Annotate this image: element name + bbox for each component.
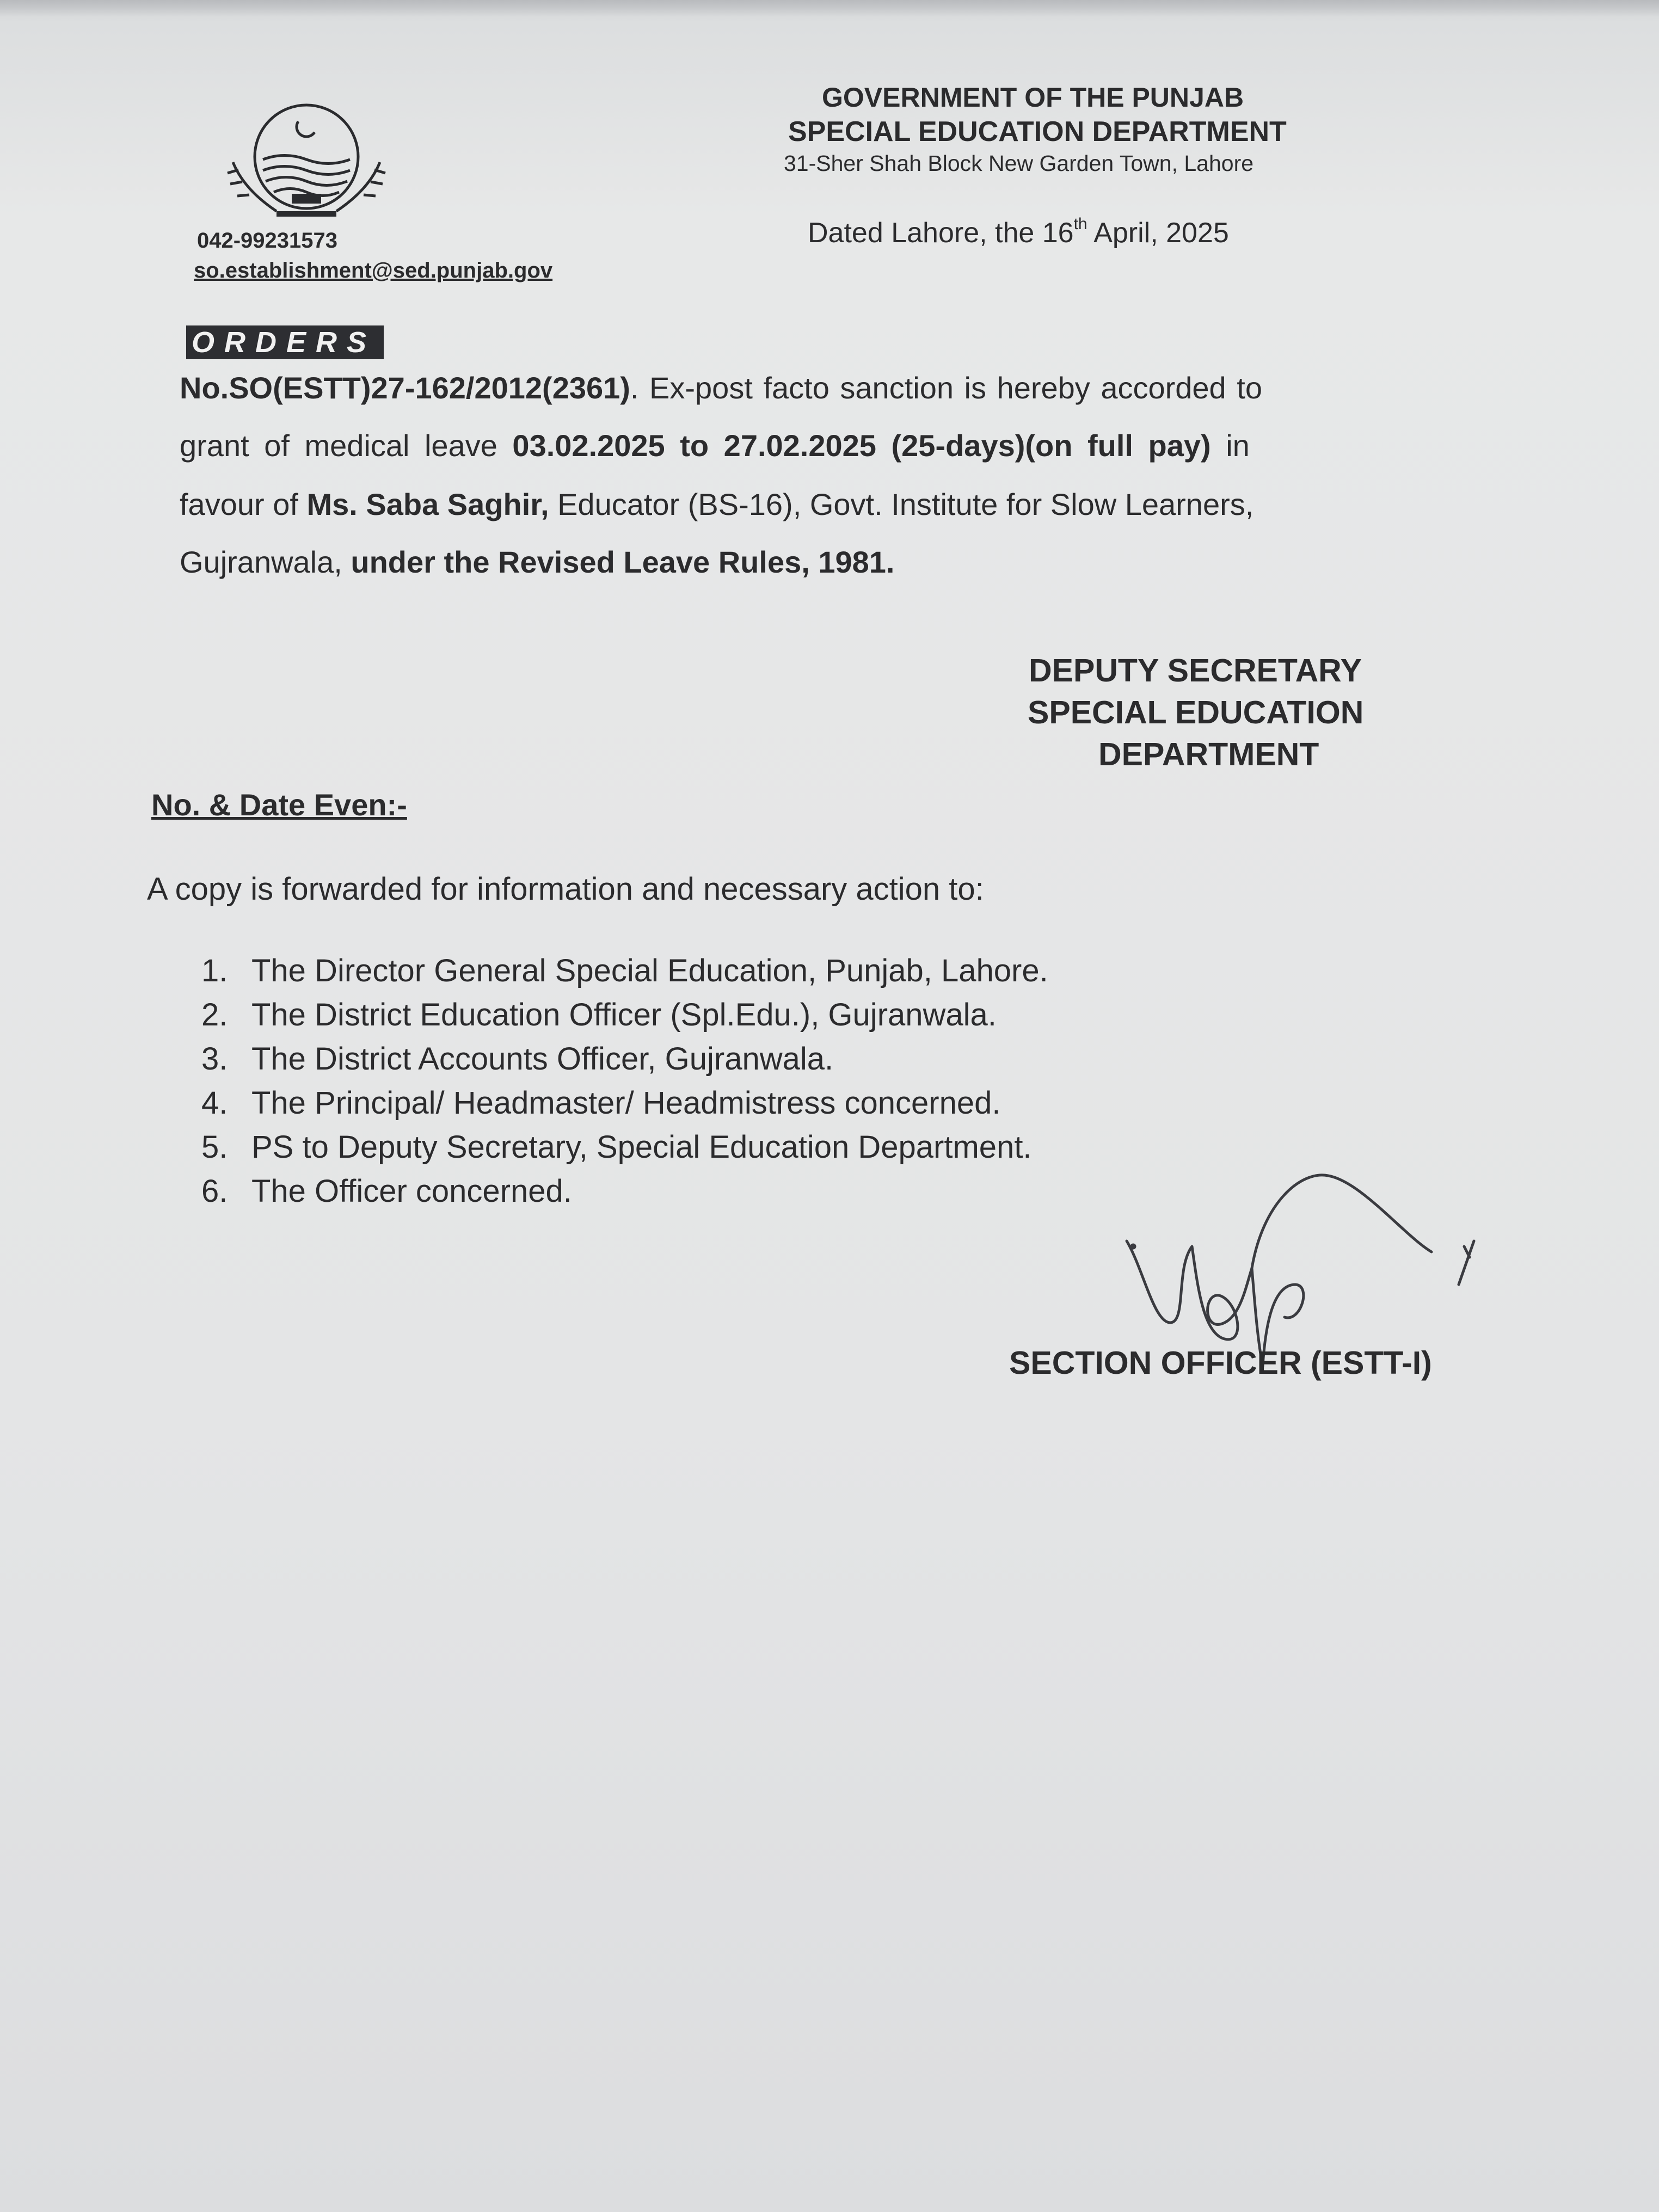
list-number: 6. [201, 1173, 228, 1209]
order-line-1 [180, 370, 1486, 405]
order-text-5: Educator (BS-16), Govt. Institute for Slow Learners, [549, 487, 1254, 521]
order-line-4 [180, 544, 1486, 580]
page-shadow [0, 0, 1659, 16]
email-address: so.establishment@sed.punjab.gov [194, 259, 553, 282]
list-number: 4. [201, 1085, 228, 1121]
deputy-secretary-dept-line-1: SPECIAL EDUCATION [1028, 695, 1364, 730]
deputy-secretary-title: DEPUTY SECRETARY [1029, 653, 1362, 689]
list-item [201, 1173, 1048, 1217]
list-text: The Officer concerned. [251, 1173, 572, 1209]
order-text-4: favour of [180, 487, 307, 521]
list-text: PS to Deputy Secretary, Special Education Department. [251, 1129, 1032, 1165]
dated-superscript: th [1073, 215, 1087, 233]
phone-number: 042-99231573 [197, 229, 338, 253]
leave-rules: under the Revised Leave Rules, 1981. [351, 545, 895, 579]
list-item [201, 1041, 1048, 1085]
orders-label: ORDERS [186, 325, 384, 359]
list-number: 1. [201, 953, 228, 988]
order-text-2: grant of medical leave [180, 428, 513, 463]
list-text: The District Education Officer (Spl.Edu.), Gujranwala. [251, 997, 997, 1033]
government-of-punjab-emblem-icon [211, 102, 402, 228]
department-heading: SPECIAL EDUCATION DEPARTMENT [788, 116, 1287, 148]
list-text: The Principal/ Headmaster/ Headmistress concerned. [251, 1085, 1001, 1121]
order-line-2 [180, 428, 1486, 463]
deputy-secretary-dept-line-2: DEPARTMENT [1098, 736, 1319, 772]
list-number: 2. [201, 997, 228, 1033]
no-date-even-heading: No. & Date Even:- [151, 788, 407, 822]
list-number: 5. [201, 1129, 228, 1165]
list-item [201, 953, 1048, 997]
department-address: 31-Sher Shah Block New Garden Town, Lahore [784, 151, 1254, 176]
employee-name: Ms. Saba Saghir, [306, 487, 549, 521]
list-item [201, 997, 1048, 1041]
order-line-3 [180, 487, 1486, 522]
list-text: The District Accounts Officer, Gujranwala. [251, 1041, 834, 1077]
dated-suffix: April, 2025 [1087, 217, 1229, 249]
section-officer-title: SECTION OFFICER (ESTT-I) [1009, 1345, 1432, 1381]
list-text: The Director General Special Education, Punjab, Lahore. [251, 953, 1048, 988]
order-reference-number: No.SO(ESTT)27-162/2012(2361) [180, 371, 630, 405]
order-text-3: in [1211, 428, 1250, 463]
list-item [201, 1085, 1048, 1129]
distribution-list [201, 953, 1048, 1217]
dated-prefix: Dated Lahore, the 16 [808, 217, 1074, 249]
forwarding-intro: A copy is forwarded for information and necessary action to: [147, 871, 984, 907]
order-text-6: Gujranwala, [180, 545, 351, 579]
leave-dates: 03.02.2025 to 27.02.2025 (25-days)(on full pay) [512, 428, 1211, 463]
order-text-1: . Ex-post facto sanction is hereby accorded to [630, 371, 1262, 405]
government-heading: GOVERNMENT OF THE PUNJAB [822, 82, 1244, 113]
list-item [201, 1129, 1048, 1173]
list-number: 3. [201, 1041, 228, 1077]
dated-line [808, 217, 1229, 249]
